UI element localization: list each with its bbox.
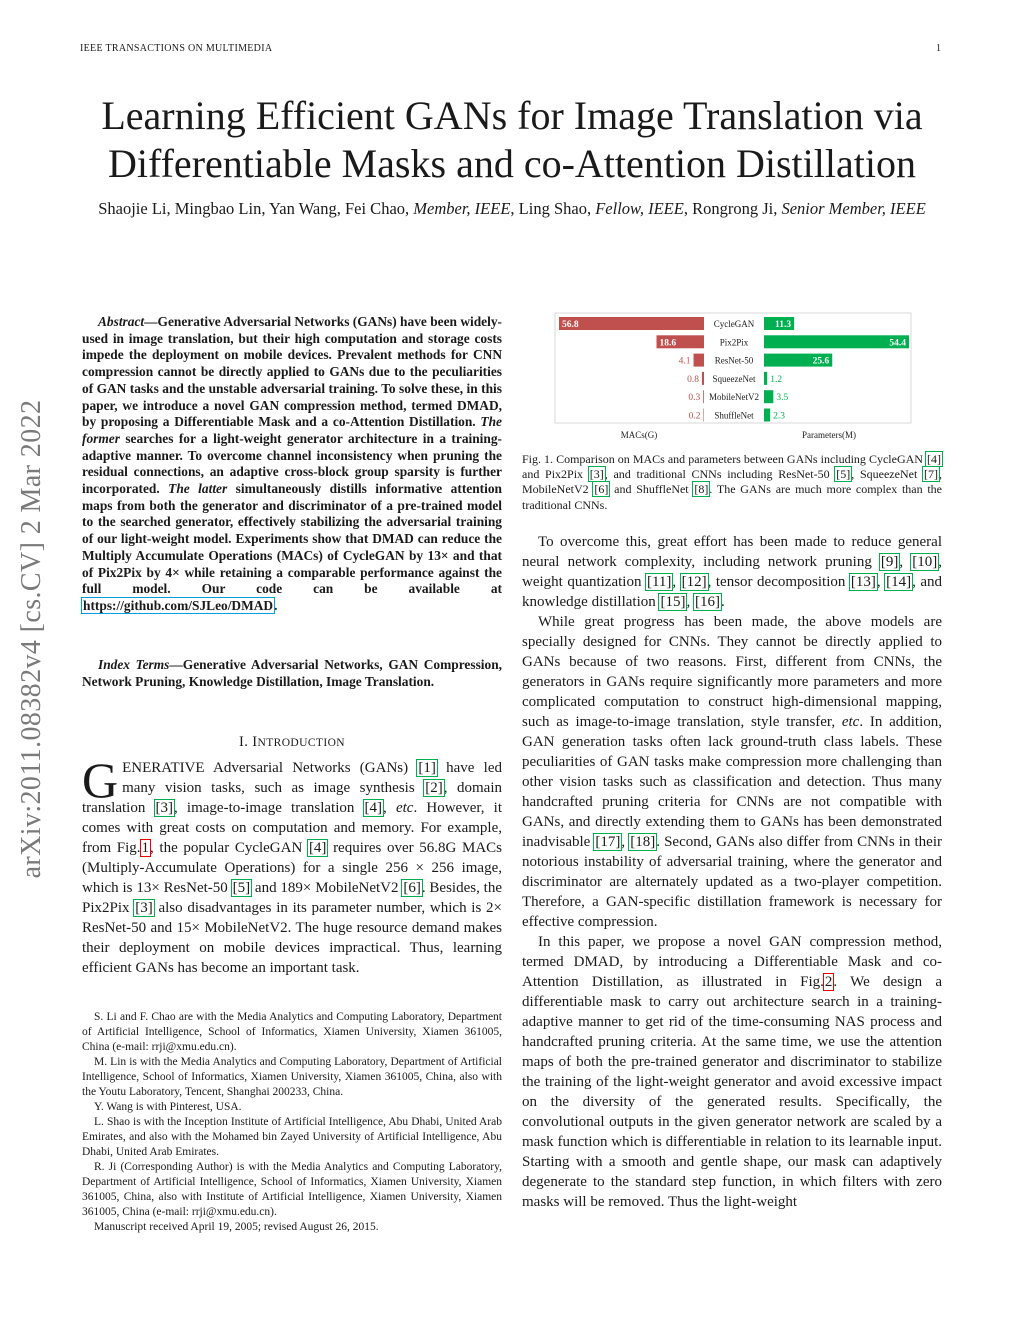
citation-link[interactable]: [4] bbox=[308, 840, 327, 856]
body-paragraph-3 bbox=[522, 932, 942, 1212]
abstract-end: . bbox=[274, 597, 278, 613]
bar-params-pix2pix bbox=[764, 335, 909, 348]
index-terms bbox=[82, 657, 502, 690]
citation-link[interactable]: [7] bbox=[924, 467, 938, 482]
footnote: R. Ji (Corresponding Author) is with the Media Analytics and Computing Laboratory, Department of Artificial Intelligence, School of Informatics, Xiamen University, Xiamen 361005, China, also with Institute of Artificial Intelligence, Xiamen University, Xiamen 361005, China (e-mail: rrji@xmu.edu.cn). bbox=[82, 1161, 502, 1218]
body-text: , bbox=[876, 574, 886, 590]
figure-link[interactable]: 2 bbox=[824, 974, 833, 990]
citation-link[interactable]: [17] bbox=[595, 834, 621, 850]
data-label-macs: 0.3 bbox=[688, 393, 701, 404]
category-label: CycleGAN bbox=[713, 319, 755, 329]
journal-header: IEEE TRANSACTIONS ON MULTIMEDIA bbox=[80, 43, 273, 54]
abstract-label: Abstract bbox=[98, 314, 145, 329]
citation-link[interactable]: [4] bbox=[364, 800, 383, 816]
figure-1-caption bbox=[522, 452, 942, 513]
index-terms-dash: — bbox=[169, 657, 183, 672]
citation-link[interactable]: [5] bbox=[836, 467, 851, 482]
footnote: L. Shao is with the Inception Institute of Artificial Intelligence, Abu Dhabi, United Arab Emirates, and also with the Mohamed bin Zayed University of Artificial Intelligence, Abu Dhabi, United Arab Emirates. bbox=[82, 1116, 502, 1158]
page-number: 1 bbox=[936, 43, 942, 54]
authors-part-2: , Ling Shao, bbox=[510, 199, 596, 218]
data-label-macs: 4.1 bbox=[678, 356, 691, 367]
body-etc: etc bbox=[841, 714, 860, 730]
authors-part-3: , Rongrong Ji, bbox=[683, 199, 782, 218]
title-line-2: Differentiable Masks and co-Attention Distillation bbox=[108, 141, 916, 186]
footnote: M. Lin is with the Media Analytics and Computing Laboratory, Department of Artificial Intelligence, School of Informatics, Xiamen University, Xiamen 361005, China, also with the Youtu Laboratory, Tencent, Shanghai 200233, China. bbox=[82, 1056, 502, 1098]
x-axis-label-macs: MACs(G) bbox=[620, 430, 658, 440]
body-text: . We design a differentiable mask to carry out architecture search in a training-adaptive manner to get rid of the time-consuming NAS process and handcrafted pruning criteria. At the same time, we use the attention maps of both the pre-trained generator and discriminator to stabilize the training of the light-weight generator and avoid excessive impact on the diversity of the generated results. Specifically, the convolutional outputs in the given generator network are scaled by a mask function which is differentiable in relation to its learnable input. Starting with a smooth and gentle shape, our mask can adaptively degenerate to the standard step function, in which filters with zero masks will be removed. Thus the light-weight bbox=[522, 974, 942, 1210]
author-list bbox=[80, 198, 944, 220]
bar-macs-resnet-50 bbox=[694, 354, 704, 367]
intro-text: . However, it comes with great costs on computation and memory. For example, from Fig. bbox=[82, 800, 503, 856]
index-terms-label: Index Terms bbox=[98, 657, 170, 672]
bar-macs-shufflenet bbox=[703, 409, 704, 422]
category-label: ShuffleNet bbox=[714, 410, 754, 421]
body-paragraph-1 bbox=[522, 532, 942, 612]
abstract-former: The former bbox=[82, 414, 502, 446]
intro-text: , domain translation bbox=[82, 780, 502, 816]
category-label: ResNet-50 bbox=[714, 355, 754, 366]
data-label-macs: 0.2 bbox=[688, 411, 701, 422]
data-label-params: 1.2 bbox=[770, 374, 783, 385]
intro-text: and 189× MobileNetV2 bbox=[251, 880, 403, 896]
intro-text: have led many vision tasks, such as image synthesis bbox=[122, 760, 503, 796]
category-label: MobileNetV2 bbox=[709, 392, 759, 403]
citation-link[interactable]: [3] bbox=[589, 467, 604, 482]
citation-link[interactable]: [4] bbox=[927, 452, 941, 466]
caption-text: . The GANs are much more complex than the traditional CNNs. bbox=[522, 482, 943, 512]
category-label: SqueezeNet bbox=[712, 373, 756, 384]
abstract-text-3: simultaneously distills informative attention maps from both the generator and discriminator of a pre-trained model to the searched generator, effectively stabilizing the adversarial training of our light-weight model. Experiments show that DMAD can reduce the Multiply Accumulate Operations (MACs) of CycleGAN by 13× and that of Pix2Pix by 4× while retaining a comparable performance against the full model. Our code can be available at bbox=[82, 481, 502, 597]
citation-link[interactable]: [12] bbox=[681, 574, 707, 590]
data-label-params: 11.3 bbox=[775, 320, 792, 330]
fellow-ieee: Fellow, IEEE bbox=[595, 199, 684, 218]
body-text: . bbox=[720, 594, 725, 610]
abstract-dash: — bbox=[144, 314, 158, 329]
footnote: S. Li and F. Chao are with the Media Analytics and Computing Laboratory, Department of Artificial Intelligence, School of Informatics, Xiamen University, Xiamen 361005, China (e-mail: rrji@xmu.edu.cn). bbox=[82, 1011, 502, 1053]
figure-1-chart bbox=[554, 312, 912, 442]
footnotes bbox=[82, 1010, 502, 1235]
intro-text: requires over 56.8G MACs (Multiply-Accumulate Operations) for a single 256 × 256 image, which is 13× ResNet-50 bbox=[82, 840, 502, 896]
bar-macs-squeezenet bbox=[702, 372, 704, 385]
bar-macs-cyclegan bbox=[559, 317, 704, 330]
citation-link[interactable]: [8] bbox=[694, 482, 709, 497]
citation-link[interactable]: [11] bbox=[646, 574, 672, 590]
intro-text: ENERATIVE Adversarial Networks (GANs) bbox=[122, 760, 418, 776]
arxiv-stamp bbox=[8, 346, 56, 932]
code-link[interactable]: https://github.com/SJLeo/DMAD bbox=[83, 597, 274, 613]
body-text: , bbox=[621, 834, 630, 850]
authors-part-1: Shaojie Li, Mingbao Lin, Yan Wang, Fei Chao, bbox=[98, 199, 414, 218]
footnote: Manuscript received April 19, 2005; revised August 26, 2015. bbox=[94, 1221, 379, 1233]
body-text: , and knowledge distillation bbox=[522, 574, 943, 610]
citation-link[interactable]: [13] bbox=[850, 574, 876, 590]
body-text: To overcome this, great effort has been made to reduce general neural network complexity, including network pruning bbox=[522, 534, 942, 570]
data-label-params: 25.6 bbox=[812, 356, 830, 367]
caption-text: , MobileNetV2 bbox=[522, 467, 942, 497]
intro-text: , the popular CycleGAN bbox=[150, 840, 308, 856]
caption-text: , SqueezeNet bbox=[851, 467, 923, 482]
section-number: I. bbox=[239, 734, 253, 750]
caption-text: and ShuffleNet bbox=[609, 482, 694, 497]
drop-cap: G bbox=[82, 752, 119, 808]
paper-title bbox=[60, 92, 964, 188]
data-label-params: 2.3 bbox=[773, 411, 786, 422]
body-text: While great progress has been made, the above models are specially designed for CNNs. They cannot be directly applied to GANs because of two reasons. First, different from CNNs, the generators in GANs require significantly more parameters and more complicated computation to construct high-dimensional mapping, such as image-to-image translation, style transfer, bbox=[522, 614, 942, 730]
intro-paragraph bbox=[82, 752, 503, 978]
body-paragraph-2 bbox=[522, 612, 942, 932]
caption-text: Fig. 1. Comparison on MACs and parameters between GANs including CycleGAN bbox=[522, 452, 926, 466]
bar-params-mobilenetv2 bbox=[764, 390, 773, 403]
category-label: Pix2Pix bbox=[719, 337, 749, 348]
x-axis-label-params: Parameters(M) bbox=[802, 430, 856, 440]
figure-link[interactable]: 1 bbox=[141, 840, 150, 856]
citation-link[interactable]: [3] bbox=[155, 800, 173, 816]
data-label-params: 54.4 bbox=[889, 338, 906, 349]
body-text: , weight quantization bbox=[522, 554, 942, 590]
abstract bbox=[82, 314, 502, 615]
body-text: . Second, GANs also differ from CNNs in their notorious instability of adversarial training, where the generator and discriminator are alternately updated as a two-player competition. Therefore, a GAN-specific distillation framework is necessary for effective compression. bbox=[522, 834, 942, 930]
data-label-macs: 0.8 bbox=[687, 374, 699, 385]
citation-link[interactable]: [16] bbox=[694, 594, 720, 610]
citation-link[interactable]: [18] bbox=[630, 834, 656, 850]
intro-text: , bbox=[383, 800, 396, 816]
citation-link[interactable]: [15] bbox=[660, 594, 686, 610]
data-label-macs: 18.6 bbox=[659, 338, 677, 349]
data-label-params: 3.5 bbox=[776, 393, 789, 404]
title-line-1: Learning Efficient GANs for Image Translation via bbox=[101, 93, 923, 138]
citation-link[interactable]: [5] bbox=[232, 880, 251, 896]
section-heading-introduction bbox=[82, 734, 502, 751]
section-title-rest: NTRODUCTION bbox=[257, 737, 345, 749]
body-text: , bbox=[899, 554, 912, 570]
citation-link[interactable]: [1] bbox=[418, 760, 436, 776]
intro-etc: etc bbox=[395, 800, 414, 816]
body-text: . In addition, GAN generation tasks often lack ground-truth class labels. These peculiarities of GAN tasks make compression more challenging than other vision tasks such as classification and detection. Thus many handcrafted pruning criteria for CNNs are not compatible with GANs, and directly extending them to GANs has been demonstrated inadvisable bbox=[522, 714, 942, 850]
intro-text: . Besides, the Pix2Pix bbox=[82, 880, 502, 916]
arxiv-id: arXiv:2011.08382v4 [cs.CV] 2 Mar 2022 bbox=[16, 399, 47, 879]
bar-params-shufflenet bbox=[764, 409, 770, 422]
bar-params-squeezenet bbox=[764, 372, 767, 385]
intro-text: also disadvantages in its parameter number, which is 2× ResNet-50 and 15× MobileNetV2. The huge resource demand makes their deployment on mobile devices impractical. Thus, learning efficient GANs has become an important task. bbox=[82, 900, 502, 976]
citation-link[interactable]: [6] bbox=[403, 880, 421, 896]
citation-link[interactable]: [10] bbox=[912, 554, 938, 570]
intro-text: , image-to-image translation bbox=[174, 800, 364, 816]
body-text: , bbox=[686, 594, 694, 610]
citation-link[interactable]: [2] bbox=[425, 780, 443, 796]
citation-link[interactable]: [14] bbox=[886, 574, 912, 590]
caption-text: and Pix2Pix bbox=[522, 467, 589, 482]
abstract-text-2: searches for a light-weight generator architecture in a training-adaptive manner. To overcome channel inconsistency when pruning the residual connections, an adaptive cross-block group sparsity is further incorporated. bbox=[82, 430, 502, 497]
citation-link[interactable]: [6] bbox=[594, 482, 609, 497]
member-ieee-1: Member, IEEE bbox=[413, 199, 511, 218]
section-first-letter: I bbox=[252, 734, 258, 750]
data-label-macs: 56.8 bbox=[562, 320, 579, 330]
abstract-text-1: Generative Adversarial Networks (GANs) have been widely-used in image translation, but their high computation and storage costs impede the deployment on mobile devices. Prevalent methods for CNN compression cannot be directly applied to GANs due to the peculiarities of GAN tasks and the unstable adversarial training. To solve these, in this paper, we introduce a novel GAN compression method, termed DMAD, by proposing a Differentiable Mask and a co-Attention Distillation. bbox=[82, 314, 502, 430]
body-right-column bbox=[522, 532, 942, 1212]
body-text: , bbox=[672, 574, 681, 590]
index-terms-text: Generative Adversarial Networks, GAN Compression, Network Pruning, Knowledge Distillation, Image Translation. bbox=[82, 657, 502, 689]
senior-member-ieee: Senior Member, IEEE bbox=[781, 199, 926, 218]
body-text: , tensor decomposition bbox=[707, 574, 850, 590]
bar-macs-mobilenetv2 bbox=[703, 390, 704, 403]
citation-link[interactable]: [3] bbox=[135, 900, 153, 916]
abstract-latter: The latter bbox=[168, 481, 228, 497]
caption-text: , and traditional CNNs including ResNet-50 bbox=[604, 467, 836, 482]
body-text: In this paper, we propose a novel GAN compression method, termed DMAD, by introducing a Differentiable Mask and co-Attention Distillation, as illustrated in Fig. bbox=[522, 934, 942, 990]
footnote: Y. Wang is with Pinterest, USA. bbox=[94, 1101, 242, 1113]
citation-link[interactable]: [9] bbox=[880, 554, 899, 570]
